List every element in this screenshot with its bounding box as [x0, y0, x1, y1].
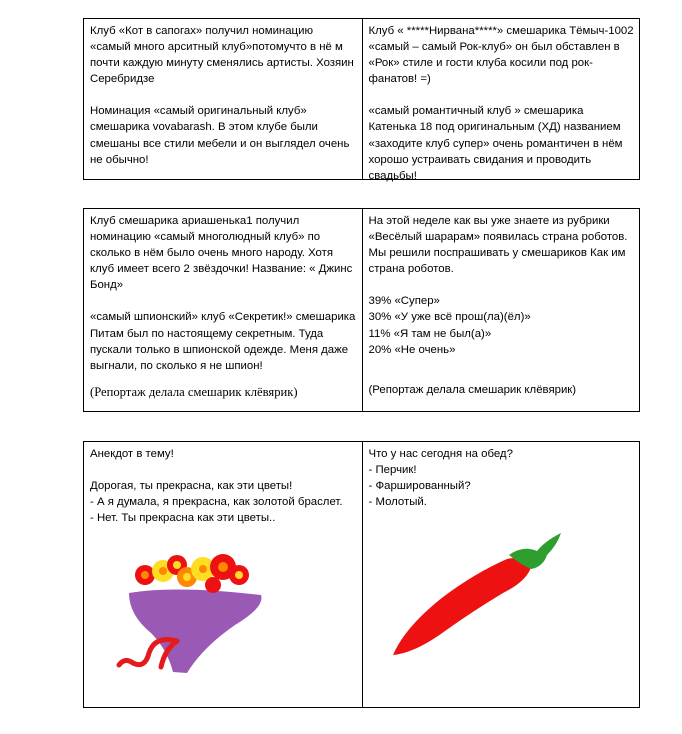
nomination-text: «самый романтичный клуб » смешарика Катенька 18 под оригинальным (ХД) названием «заходите клуб супер» очень романтичен в нём хорошо устраивать свидания и проводить свадьбы! — [368, 105, 623, 182]
nominations-cell-left — [84, 209, 362, 411]
nomination-text: Номинация «самый оригинальный клуб» смешарика vovabarash. В этом клубе были смешаны все стили мебели и он выглядел очень не обычно! — [90, 105, 350, 166]
joke-line: Дорогая, ты прекрасна, как эти цветы! — [90, 480, 293, 493]
nominations-cell-right — [362, 19, 640, 182]
robot-country-intro: На этой неделе как вы уже знаете из рубрики «Весёлый шарарам» появилась страна роботов. Мы решили поспрашивать у смешариков Как им страна роботов. — [368, 215, 628, 276]
joke-line: Что у нас сегодня на обед? — [368, 448, 513, 460]
joke-line: - Молотый. — [368, 496, 427, 509]
nominations-cell-left — [84, 19, 362, 179]
joke-line: - Нет. Ты прекрасна как эти цветы.. — [90, 512, 276, 525]
report-signature: (Репортаж делала смешарик клёвярик) — [90, 384, 298, 399]
nomination-text: Клуб смешарика ариашенька1 получил номинацию «самый многолюдный клуб» по сколько в нём было очень много народу. Хотя клуб имеет всего 2 звёздочки! Название: « Джинс Бонд» — [90, 215, 353, 292]
nomination-text: Клуб « *****Нирвана*****» смешарика Тёмыч-1002 «самый – самый Рок-клуб» он был обставлен в «Рок» стиле и гости клуба косили под рок-фанатов! =) — [368, 25, 634, 86]
robot-country-cell — [362, 209, 640, 411]
poll-result: 20% «Не очень» — [368, 343, 456, 356]
poll-result: 11% «Я там не был(а)» — [368, 327, 492, 340]
pepper-body — [393, 558, 531, 655]
nominations-table-1 — [83, 18, 640, 180]
joke-line: - Перчик! — [368, 464, 417, 477]
joke-line: - А я думала, я прекрасна, как золотой браслет. — [90, 496, 343, 509]
nomination-text: «самый шпионский» клуб «Секретик!» смешарика Питам был по настоящему секретным. Туда пускали только в шпионской одежде. Меня даже выгнали, по сколько я не шпион! — [90, 311, 356, 372]
poll-result: 30% «У уже всё прош(ла)(ёл)» — [368, 311, 531, 324]
chili-pepper-icon — [385, 515, 580, 665]
joke-heading: Анекдот в тему! — [90, 448, 174, 460]
report-signature: (Репортаж делала смешарик клёвярик) — [368, 383, 577, 396]
flowers — [135, 554, 249, 593]
nominations-table-2 — [83, 208, 640, 412]
joke-line: - Фаршированный? — [368, 480, 471, 493]
nomination-text: Клуб «Кот в сапогах» получил номинацию «самый много арситный клуб»потомучто в нё м почти каждую минуту сменялись артисты. Хозяин Серебридзе — [90, 25, 354, 86]
flower-bouquet-icon — [115, 545, 275, 680]
poll-result: 39% «Супер» — [368, 295, 440, 308]
